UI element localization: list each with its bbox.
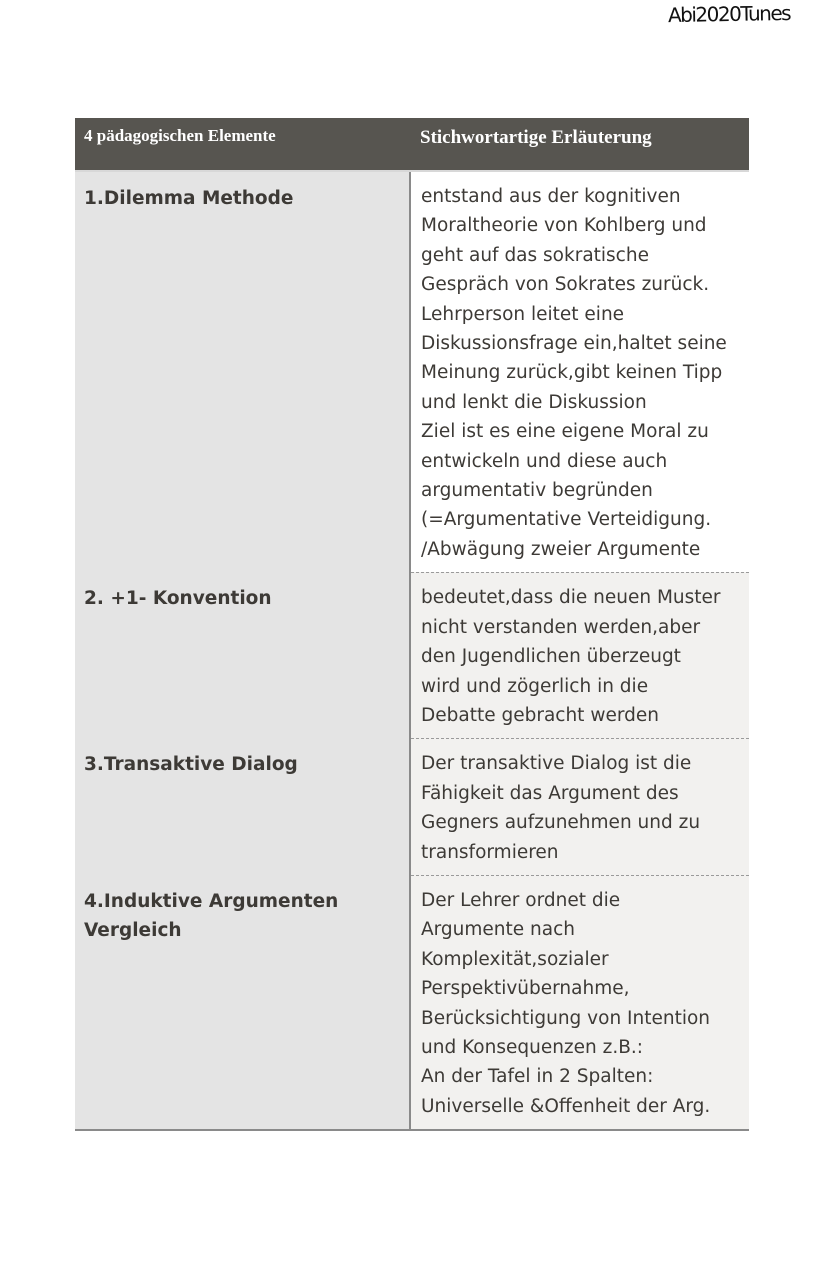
explanation-line: Der Lehrer ordnet die [421, 889, 621, 911]
explanation-cell [411, 572, 749, 738]
explanation-line: entstand aus der kognitiven [421, 186, 681, 207]
explanation-cell [411, 875, 749, 1129]
table-row [75, 172, 749, 572]
explanation-line: Gegners aufzunehmen und zu [421, 812, 701, 834]
table-row [75, 875, 749, 1129]
table-row [75, 572, 749, 738]
element-line: Vergleich [84, 919, 182, 941]
explanation-line: Komplexität,sozialer [421, 948, 609, 970]
explanation-cell [411, 172, 749, 572]
element-cell [75, 572, 411, 738]
explanation-line: wird und zögerlich in die [421, 675, 649, 697]
elements-table [75, 118, 749, 1131]
explanation-line: und lenkt die Diskussion [421, 391, 647, 413]
element-cell [75, 172, 411, 572]
explanation-line: argumentativ begründen [421, 480, 653, 502]
explanation-line: und Konsequenzen z.B.: [421, 1036, 644, 1058]
explanation-line: Moraltheorie von Kohlberg und [421, 215, 707, 237]
watermark-signature: Abi2020Tunes [667, 0, 791, 28]
explanation-line: Fähigkeit das Argument des [421, 782, 679, 804]
explanation-line: Perspektivübernahme, [421, 978, 630, 1000]
table-row [75, 738, 749, 875]
explanation-line: Ziel ist es eine eigene Moral zu [421, 421, 709, 443]
element-line: 4.Induktive Argumenten [84, 890, 339, 912]
explanation-line: Universelle &Offenheit der Arg. [421, 1095, 711, 1117]
element-cell [75, 875, 411, 1129]
element-line: 3.Transaktive Dialog [84, 754, 298, 776]
element-line: 1.Dilemma Methode [84, 188, 294, 209]
explanation-line: An der Tafel in 2 Spalten: [421, 1066, 654, 1088]
element-line: 2. +1- Konvention [84, 588, 272, 610]
table-header [75, 118, 749, 172]
explanation-line: Meinung zurück,gibt keinen Tipp [421, 362, 723, 384]
explanation-line: Debatte gebracht werden [421, 704, 659, 726]
explanation-line: geht auf das sokratische [421, 244, 649, 266]
explanation-line: Gespräch von Sokrates zurück. [421, 274, 710, 296]
explanation-line: Berücksichtigung von Intention [421, 1007, 711, 1029]
explanation-line: Lehrperson leitet eine [421, 303, 625, 325]
explanation-line: Argumente nach [421, 919, 576, 941]
explanation-line: Diskussionsfrage ein,haltet seine [421, 333, 727, 355]
explanation-line: transformieren [421, 841, 559, 863]
explanation-line: bedeutet,dass die neuen Muster [421, 587, 721, 609]
explanation-line: /Abwägung zweier Argumente [421, 538, 701, 560]
header-explanation: Stichwortartige Erläuterung [420, 127, 652, 148]
explanation-line: den Jugendlichen überzeugt [421, 646, 681, 668]
header-elements: 4 pädagogischen Elemente [84, 126, 276, 145]
explanation-line: entwickeln und diese auch [421, 450, 668, 472]
element-cell [75, 738, 411, 875]
explanation-line: (=Argumentative Verteidigung. [421, 509, 712, 531]
explanation-cell [411, 738, 749, 875]
explanation-line: nicht verstanden werden,aber [421, 616, 701, 638]
explanation-line: Der transaktive Dialog ist die [421, 753, 692, 775]
